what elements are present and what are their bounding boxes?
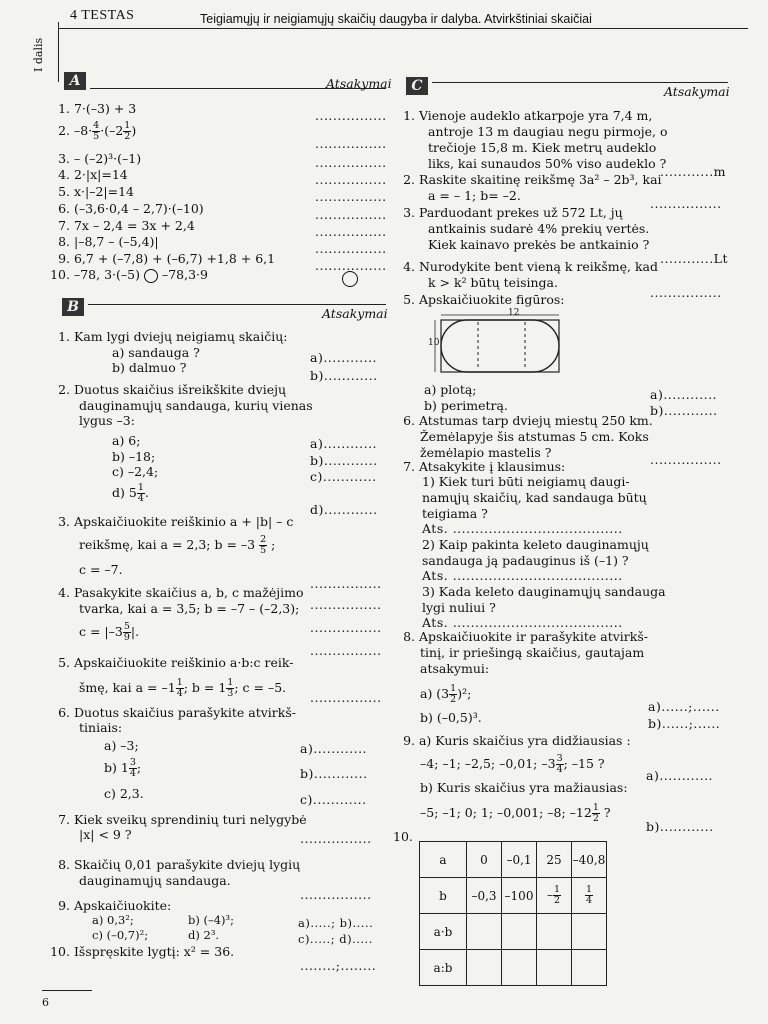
c10-input-cell[interactable] (502, 950, 537, 986)
a10-answer-circle[interactable] (342, 271, 358, 287)
b5-line2-post: ; c = –5. (234, 680, 287, 695)
c7-num: 7. (403, 459, 415, 474)
b7-num: 7. (58, 812, 70, 827)
a9-num: 9. (58, 251, 70, 266)
b3-answer[interactable]: ................ (310, 576, 382, 591)
c5-a: a) plotą; (424, 382, 477, 397)
b2-answer-d[interactable]: d)............ (310, 502, 378, 517)
c1-line3: trečioje 15,8 m. Kiek metrų audeklo (428, 140, 657, 155)
a1-answer[interactable]: ................ (315, 108, 387, 123)
b9-answer-cd[interactable]: c).....; d)..... (298, 932, 373, 946)
b5-num: 5. (58, 655, 70, 670)
b4-num: 4. (58, 585, 70, 600)
b2-d-num: 1 (137, 482, 144, 493)
c10-input-cell[interactable] (502, 914, 537, 950)
b2-d-den: 4 (137, 493, 144, 504)
a10-text-post: –78,3·9 (161, 267, 208, 282)
page-title: Teigiamųjų ir neigiamųjų skaičių daugyba ir dalyba. Atvirkštiniai skaičiai (200, 12, 592, 26)
b10-num: 10. (50, 944, 70, 959)
a2-frac1-num: 4 (93, 120, 100, 131)
b4-answer-3[interactable]: ................ (310, 643, 382, 658)
a2-text-post: ) (131, 123, 137, 138)
b5-line2-pre: šmę, kai a = –1 (79, 680, 176, 695)
b10-answer[interactable]: ........;........ (300, 958, 377, 973)
section-a-marker: A (64, 72, 86, 90)
a4-text: 2·|x|=14 (73, 167, 128, 182)
b5-frac1-den: 4 (176, 688, 183, 699)
c8-answer-a[interactable]: a)......;...... (648, 699, 720, 714)
c10-cell: 0 (467, 842, 502, 878)
b2-d-post: . (144, 485, 149, 500)
b5-frac2-den: 3 (227, 688, 234, 699)
c3-num: 3. (403, 205, 415, 220)
c5-answer-a[interactable]: a)............ (650, 387, 718, 402)
table-row (420, 842, 607, 878)
b2-num: 2. (58, 382, 70, 397)
c10-cell: a (420, 842, 467, 878)
c10-cell: – $\frac{1}{2}$ (537, 878, 572, 914)
b3-num: 3. (58, 514, 70, 529)
table-row (420, 914, 607, 950)
test-label: 4 TESTAS (70, 8, 135, 23)
c9-answer-a[interactable]: a)............ (646, 768, 714, 783)
b6-b-num: 3 (129, 757, 136, 768)
c3-answer[interactable]: ............Lt (660, 251, 729, 266)
c9-answer-b[interactable]: b)............ (646, 819, 714, 834)
b3-line3: c = –7. (79, 562, 123, 577)
c5-dim-height: 10 (428, 338, 440, 348)
c8-a-den: 2 (450, 694, 457, 705)
c4-answer[interactable]: ................ (650, 285, 722, 300)
b5-line2-mid: ; b = 1 (183, 680, 227, 695)
b4-line1: Pasakykite skaičius a, b, c mažėjimo (73, 585, 304, 600)
c8-a-pre: a) (3 (420, 686, 450, 701)
a10-text-pre: –78, 3·(–5) (73, 267, 140, 282)
c10-input-cell[interactable] (537, 950, 572, 986)
c2-line1: Raskite skaitinę reikšmę 3a² – 2b³, kai (418, 172, 662, 187)
b2-d-pre: d) 5 (112, 485, 137, 500)
c1-num: 1. (403, 108, 415, 123)
b5-answer[interactable]: ................ (310, 690, 382, 705)
c9-a-line2-post: ; –15 ? (563, 756, 605, 771)
c5-text: Apskaičiuokite figūros: (418, 292, 565, 307)
c10-frac2-num: 1 (585, 884, 593, 895)
c8-line1: Apskaičiuokite ir parašykite atvirkš- (418, 629, 648, 644)
c10-cell: –0,1 (502, 842, 537, 878)
b9-b: b) (–4)³; (188, 913, 235, 927)
c10-cell: –40,8 (572, 842, 607, 878)
section-c-marker: C (406, 77, 428, 95)
b3-line1: Apskaičiuokite reiškinio a + |b| – c (73, 514, 294, 529)
a2-text-mid: ·(–2 (100, 123, 124, 138)
table-row (420, 950, 607, 986)
b1-num: 1. (58, 329, 70, 344)
b1-a: a) sandauga ? (112, 345, 200, 360)
header-rule (58, 28, 748, 29)
c3-line2: antkainis sudarė 4% prekių vertės. (428, 221, 650, 236)
c8-b: b) (–0,5)³. (420, 710, 482, 725)
b4-answer-2[interactable]: ................ (310, 620, 382, 635)
a3-answer[interactable]: ................ (315, 155, 387, 170)
c4-line1: Nurodykite bent vieną k reikšmę, kad (418, 259, 659, 274)
section-a-answers-label: Atsakymai (326, 76, 392, 91)
b4-line2: tvarka, kai a = 3,5; b = –7 – (–2,3); (79, 601, 300, 616)
a10-num: 10. (50, 267, 70, 282)
b6-answer-b[interactable]: b)............ (300, 766, 368, 781)
page-number: 6 (42, 996, 49, 1009)
header-vertical-rule (58, 22, 59, 82)
section-c-rule (432, 82, 728, 83)
c8-a-num: 1 (450, 683, 457, 694)
a6-answer[interactable]: ................ (315, 207, 387, 222)
c10-cell: 25 (537, 842, 572, 878)
c1-line4: liks, kai sunaudos 50% viso audeklo ? (428, 156, 667, 171)
b3-line2-pre: reikšmę, kai a = 2,3; b = –3 (79, 537, 256, 552)
b6-a: a) –3; (104, 738, 139, 753)
c5-dim-width: 12 (508, 308, 520, 318)
section-c-answers-label: Atsakymai (664, 84, 730, 99)
b4-line3-pre: c = |–3 (79, 624, 123, 639)
a9-text: 6,7 + (–7,8) + (–6,7) +1,8 + 6,1 (73, 251, 276, 266)
a8-text: |–8,7 – (–5,4)| (73, 234, 159, 249)
c10-frac1-num: 1 (553, 884, 561, 895)
b8-answer[interactable]: ................ (300, 887, 372, 902)
b2-a: a) 6; (112, 433, 141, 448)
c8-num: 8. (403, 629, 415, 644)
c9-a-den: 4 (556, 764, 563, 775)
b6-b-post: ; (136, 760, 142, 775)
c6-num: 6. (403, 413, 415, 428)
a2-frac2-den: 2 (124, 131, 131, 142)
c7-s2-line1: 2) Kaip pakinta keleto dauginamųjų (422, 537, 649, 552)
b9-d: d) 2³. (188, 928, 220, 942)
c9-a-line1: a) Kuris skaičius yra didžiausias : (418, 733, 631, 748)
c9-b-line2-post: ? (599, 805, 611, 820)
section-b-marker: B (62, 298, 84, 316)
b2-line2: dauginamųjų sandauga, kurių vienas (79, 398, 313, 413)
a5-text: x·|–2|=14 (73, 184, 135, 199)
b8-line1: Skaičių 0,01 parašykite dviejų lygių (73, 857, 301, 872)
b7-line2: |x| < 9 ? (79, 827, 132, 842)
a2-answer[interactable]: ................ (315, 136, 387, 151)
c10-input-cell[interactable] (467, 914, 502, 950)
a6-text: (–3,6·0,4 – 2,7)·(–10) (73, 201, 204, 216)
a2-num: 2. (58, 123, 70, 138)
c7-s2-line2: sandauga ją padauginus iš (–1) ? (422, 553, 629, 568)
c1-line2: antroje 13 m daugiau negu pirmoje, o (428, 124, 668, 139)
b6-num: 6. (58, 705, 70, 720)
c4-line2: k > k² būtų teisinga. (428, 275, 558, 290)
a2-text-pre: –8· (73, 123, 93, 138)
b7-line1: Kiek sveikų sprendinių turi nelygybė (73, 812, 307, 827)
c1-line1: Vienoje audeklo atkarpoje yra 7,4 m, (418, 108, 653, 123)
c10-input-cell[interactable] (537, 914, 572, 950)
b1-answer-b[interactable]: b)............ (310, 368, 378, 383)
c9-num: 9. (403, 733, 415, 748)
c9-a-num: 3 (556, 753, 563, 764)
b6-c: c) 2,3. (104, 786, 144, 801)
c7-s2-answer[interactable]: Ats. ...................................... (422, 568, 623, 583)
c10-cell: –100 (502, 878, 537, 914)
c10-cell (572, 878, 607, 914)
c7-s1-answer[interactable]: Ats. ...................................... (422, 521, 623, 536)
b6-line1: Duotus skaičius parašykite atvirkš- (73, 705, 296, 720)
c10-frac2-den: 4 (585, 895, 593, 906)
a7-num: 7. (58, 218, 70, 233)
b9-num: 9. (58, 898, 70, 913)
c5-figure-outline (441, 320, 559, 372)
b6-b-den: 4 (129, 768, 136, 779)
c5-num: 5. (403, 292, 415, 307)
b6-b-pre: b) 1 (104, 760, 129, 775)
a3-text: – (–2)³·(–1) (73, 151, 142, 166)
b9-answer-ab[interactable]: a).....; b)..... (298, 916, 374, 930)
a5-num: 5. (58, 184, 70, 199)
b6-answer-c[interactable]: c)............ (300, 792, 367, 807)
c8-line3: atsakymui: (420, 661, 490, 676)
c10-cell: b (420, 878, 467, 914)
a3-num: 3. (58, 151, 70, 166)
c1-answer[interactable]: ............m (660, 164, 727, 179)
b3-frac-den: 5 (260, 545, 267, 556)
b2-c: c) –2,4; (112, 464, 159, 479)
b6-line2: tiniais: (79, 720, 123, 735)
b2-line3: lygus –3: (79, 413, 135, 428)
a5-answer[interactable]: ................ (315, 189, 387, 204)
section-b-rule (88, 304, 386, 305)
c7-text: Atsakykite į klausimus: (418, 459, 566, 474)
c10-table (419, 841, 607, 986)
c5-figure-rect (441, 320, 559, 372)
section-b-answers-label: Atsakymai (322, 306, 388, 321)
a2-frac2-num: 1 (124, 120, 131, 131)
b5-frac2-num: 1 (227, 677, 234, 688)
a9-answer[interactable]: ................ (315, 258, 387, 273)
c2-num: 2. (403, 172, 415, 187)
b4-answer-1[interactable]: ................ (310, 597, 382, 612)
c3-line1: Parduodant prekes už 572 Lt, jų (418, 205, 623, 220)
b4-line3-post: |. (130, 624, 140, 639)
c5-figure-stadium (425, 310, 575, 382)
c9-b-line2-pre: –5; –1; 0; 1; –0,001; –8; –12 (420, 805, 592, 820)
a8-answer[interactable]: ................ (315, 241, 387, 256)
a7-text: 7x – 2,4 = 3x + 2,4 (73, 218, 195, 233)
c6-line3: žemėlapio mastelis ? (420, 445, 552, 460)
b2-b: b) –18; (112, 449, 156, 464)
c9-a-line2-pre: –4; –1; –2,5; –0,01; –3 (420, 756, 556, 771)
c7-s3-line1: 3) Kada keleto dauginamųjų sandauga (422, 584, 666, 599)
c8-line2: tinį, ir priešingą skaičius, gautajam (420, 645, 645, 660)
a7-answer[interactable]: ................ (315, 224, 387, 239)
c5-b: b) perimetrą. (424, 398, 508, 413)
a10-inline-compare-circle[interactable] (144, 269, 158, 283)
c7-s1-line1: 1) Kiek turi būti neigiamų daugi- (422, 474, 630, 489)
c8-a-post: )²; (457, 686, 472, 701)
c5-answer-b[interactable]: b)............ (650, 403, 718, 418)
c7-s1-line2: namųjų skaičių, kad sandauga būtų (422, 490, 647, 505)
part-label: I dalis (32, 37, 45, 72)
b2-answer-c[interactable]: c)............ (310, 469, 377, 484)
b8-line2: dauginamųjų sandauga. (79, 873, 231, 888)
b6-answer-a[interactable]: a)............ (300, 741, 368, 756)
b9-c: c) (–0,7)²; (92, 928, 149, 942)
a1-num: 1. (58, 101, 70, 116)
c10-cell: a:b (420, 950, 467, 986)
table-row (420, 878, 607, 914)
b4-frac-den: 9 (123, 632, 130, 643)
c10-cell: a·b (420, 914, 467, 950)
c2-line2: a = – 1; b= –2. (428, 188, 521, 203)
b2-line1: Duotus skaičius išreikškite dviejų (73, 382, 287, 397)
c10-frac1-den: 2 (553, 895, 561, 906)
a4-num: 4. (58, 167, 70, 182)
b9-line1: Apskaičiuokite: (73, 898, 172, 913)
c6-line1: Atstumas tarp dviejų miestų 250 km. (418, 413, 653, 428)
b5-frac1-num: 1 (176, 677, 183, 688)
c9-b-line1: b) Kuris skaičius yra mažiausias: (420, 780, 628, 795)
c4-num: 4. (403, 259, 415, 274)
b5-line1: Apskaičiuokite reiškinio a·b:c reik- (73, 655, 294, 670)
b2-answer-a[interactable]: a)............ (310, 436, 378, 451)
a2-frac1-den: 5 (93, 131, 100, 142)
b8-num: 8. (58, 857, 70, 872)
b10-text: Išspręskite lygtį: x² = 36. (73, 944, 235, 959)
b2-answer-b[interactable]: b)............ (310, 453, 378, 468)
c10-input-cell[interactable] (572, 950, 607, 986)
c2-answer[interactable]: ................ (650, 196, 722, 211)
b9-a: a) 0,3²; (92, 913, 134, 927)
c10-input-cell[interactable] (467, 950, 502, 986)
footer-rule (42, 990, 92, 991)
b4-frac-num: 5 (123, 621, 130, 632)
c10-input-cell[interactable] (572, 914, 607, 950)
c3-line3: Kiek kainavo prekės be antkainio ? (428, 237, 650, 252)
c9-b-num: 1 (592, 802, 599, 813)
b1-text: Kam lygi dviejų neigiamų skaičių: (73, 329, 288, 344)
b7-answer[interactable]: ................ (300, 831, 372, 846)
c7-s1-line3: teigiama ? (422, 506, 488, 521)
c7-s3-answer[interactable]: Ats. ...................................... (422, 615, 623, 630)
a6-num: 6. (58, 201, 70, 216)
a4-answer[interactable]: ................ (315, 172, 387, 187)
a1-text: 7·(–3) + 3 (73, 101, 137, 116)
c10-cell: –0,3 (467, 878, 502, 914)
b3-frac-num: 2 (260, 534, 267, 545)
a8-num: 8. (58, 234, 70, 249)
c6-line2: Žemėlapyje šis atstumas 5 cm. Koks (420, 429, 649, 444)
c6-answer[interactable]: ................ (650, 452, 722, 467)
b1-answer-a[interactable]: a)............ (310, 350, 378, 365)
b1-b: b) dalmuo ? (112, 360, 187, 375)
c7-s3-line2: lygi nuliui ? (422, 600, 496, 615)
c9-b-den: 2 (592, 813, 599, 824)
c8-answer-b[interactable]: b)......;...... (648, 716, 721, 731)
b3-line2-post: ; (271, 537, 276, 552)
c10-num: 10. (393, 829, 413, 844)
